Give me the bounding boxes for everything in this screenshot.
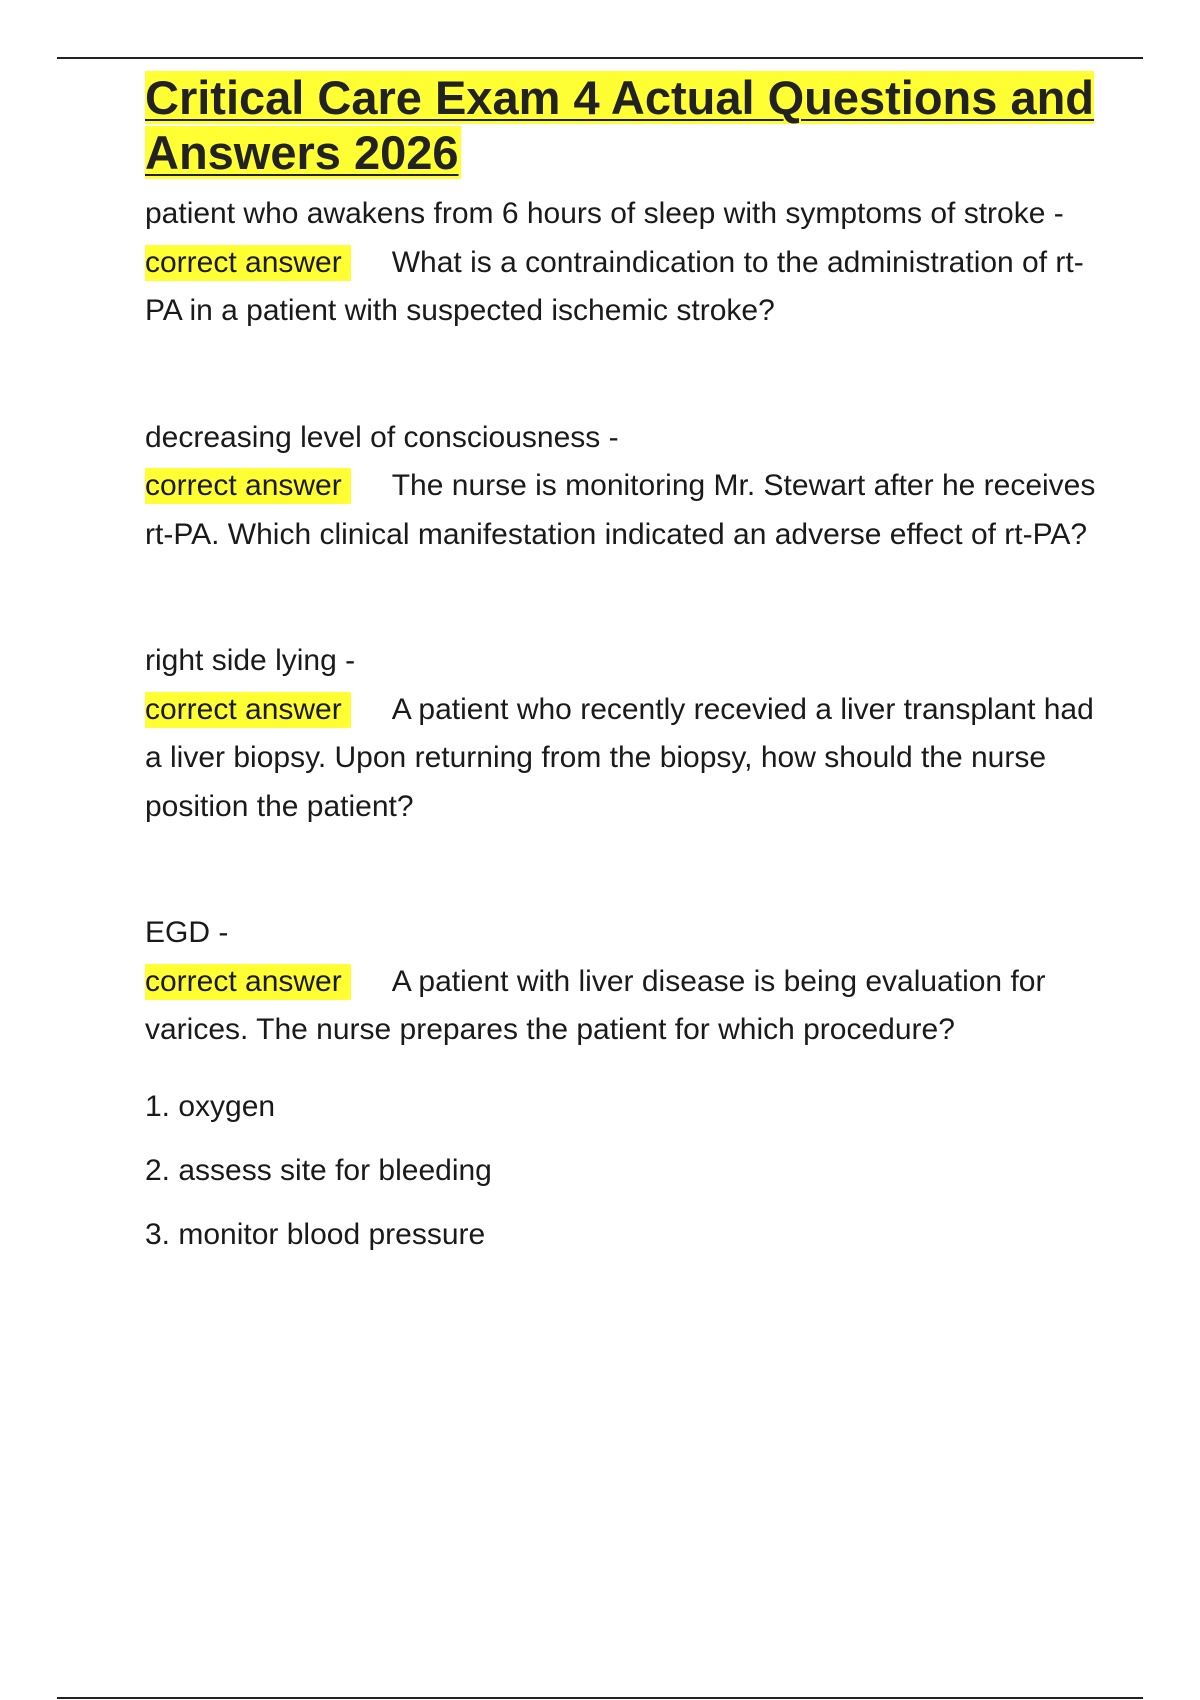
answer-text: decreasing level of consciousness - xyxy=(145,420,619,454)
qa-item xyxy=(145,190,1105,336)
question-text: A patient with liver disease is being evaluation for varices. The nurse prepares the patient for which procedure? xyxy=(145,964,1046,1046)
list-item: 2. assess site for bleeding xyxy=(145,1153,492,1187)
question-line xyxy=(145,239,1105,336)
qa-item xyxy=(145,414,1105,560)
question-text: What is a contraindication to the administration of rt-PA in a patient with suspected ischemic stroke? xyxy=(145,245,1084,327)
top-rule xyxy=(57,57,1143,59)
question-line xyxy=(145,958,1105,1055)
correct-answer-tag: correct answer xyxy=(145,692,351,728)
question-line xyxy=(145,686,1105,832)
list-item: 3. monitor blood pressure xyxy=(145,1217,486,1251)
answer-text: right side lying - xyxy=(145,644,356,677)
question-line xyxy=(145,462,1105,559)
question-text: A patient who recently recevied a liver transplant had a liver biopsy. Upon returning from the biopsy, how should the nurse position the patient? xyxy=(145,692,1094,823)
qa-item xyxy=(145,909,1105,1055)
correct-answer-tag: correct answer xyxy=(145,245,351,281)
qa-list xyxy=(145,190,1105,1255)
list-item: 1. oxygen xyxy=(145,1089,276,1123)
document-body xyxy=(145,70,1105,1279)
question-text: The nurse is monitoring Mr. Stewart after he receives rt-PA. Which clinical manifestation indicated an adverse effect of rt-PA? xyxy=(145,469,1096,551)
qa-item xyxy=(145,637,1105,831)
title-text: Critical Care Exam 4 Actual Questions and Answers 2026 xyxy=(145,71,1095,179)
numbered-list xyxy=(145,1087,1105,1255)
answer-text: EGD - xyxy=(145,916,229,949)
correct-answer-tag: correct answer xyxy=(145,468,351,504)
page-title xyxy=(145,70,1105,180)
correct-answer-tag: correct answer xyxy=(145,964,351,1000)
bottom-rule xyxy=(57,1697,1143,1699)
answer-text: patient who awakens from 6 hours of sleep with symptoms of stroke - xyxy=(145,197,1064,230)
